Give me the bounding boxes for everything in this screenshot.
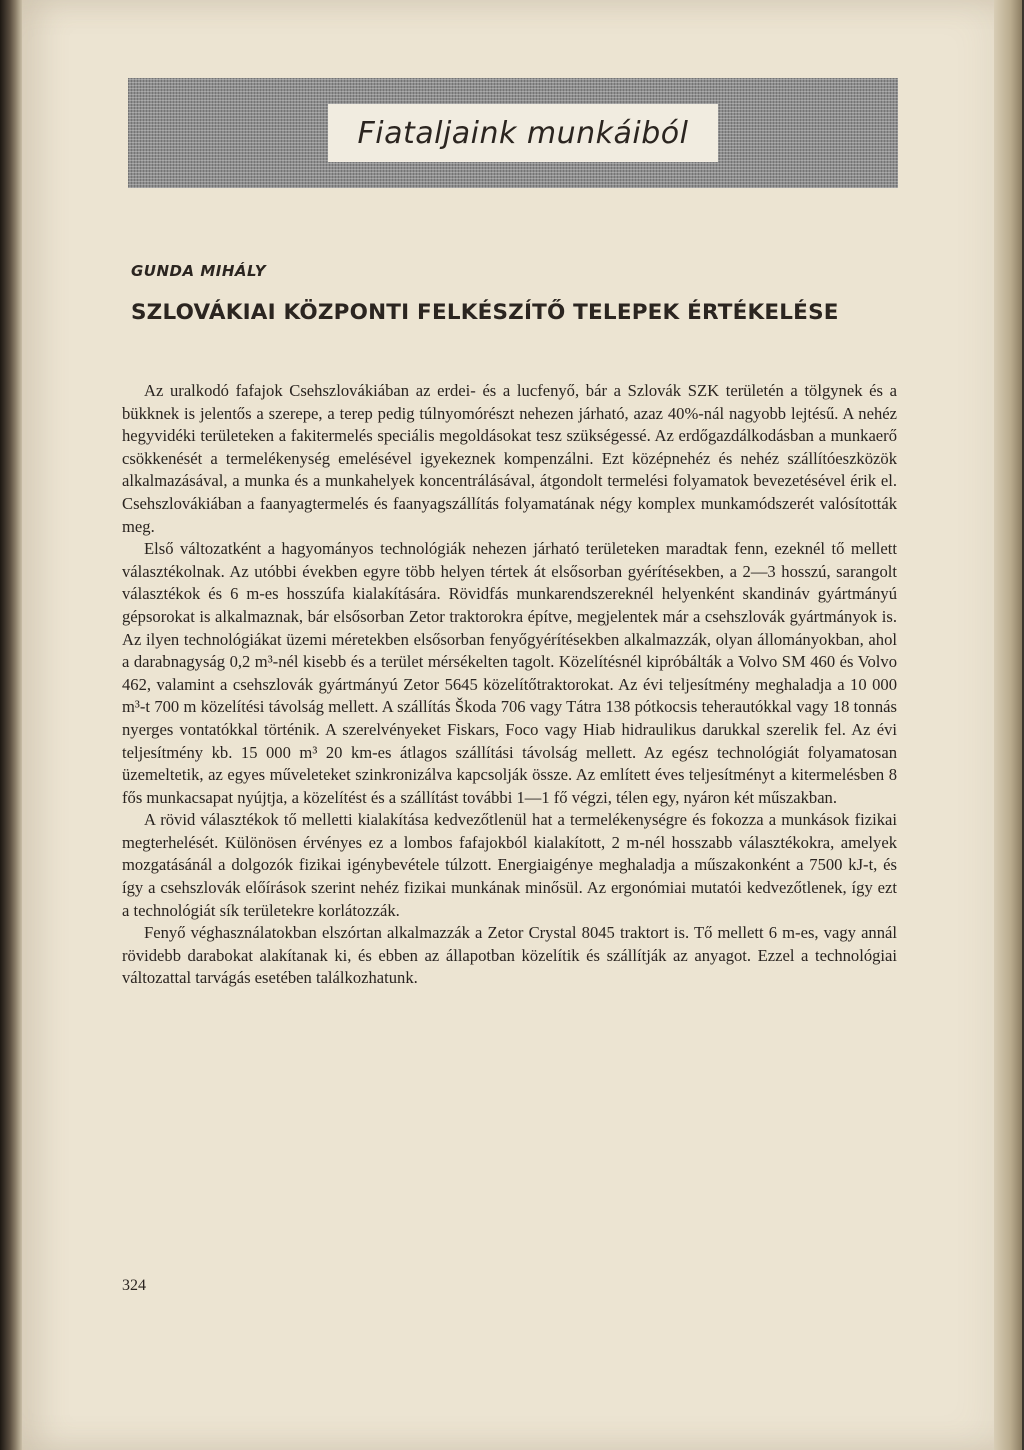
page-number: 324: [122, 1277, 146, 1294]
section-banner-box: [328, 104, 718, 162]
paragraph: Első változatként a hagyományos technológiák nehezen járható területeken maradtak fenn, ezeknél tő mellett választékolnak. Az utóbbi években egyre több helyen tértek át elsősorban gyérítésekben, a 2—3 hosszú, sarangolt választékok és 6 m-es hosszúfa kialakítására. Rövidfás munkarendszereknél helyenként skandináv gyártmányú gépsorokat is alkalmaznak, bár elsősorban Zetor traktorokra építve, megjelentek már a csehszlovák gyártmányok is. Az ilyen technológiákat üzemi méretekben elsősorban fenyőgyérítésekben alkalmazzák, olyan állományokban, ahol a darabnagyság 0,2 m³-nél kisebb és a terület mérsékelten tagolt. Közelítésnél kipróbálták a Volvo SM 460 és Volvo 462, valamint a csehszlovák gyártmányú Zetor 5645 közelítőtraktorokat. Az évi teljesítmény meghaladja a 10 000 m³-t 700 m közelítési távolság mellett. A szállítás Škoda 706 vagy Tátra 138 pótkocsis teherautókkal vagy 18 tonnás nyerges vontatókkal történik. A szerelvényeket Fiskars, Foco vagy Hiab hidraulikus darukkal szerelik fel. Az évi teljesítmény kb. 15 000 m³ 20 km-es átlagos szállítási távolság mellett. Az egész technológiát folyamatosan üzemeltetik, az egyes műveleteket szinkronizálva kapcsolják össze. Az említett éves teljesítményt a kitermelésben 8 fős munkacsapat nyújtja, a közelítést és a szállítást további 1—1 fő végzi, télen egy, nyáron két műszakban.: [122, 539, 897, 807]
article-title: SZLOVÁKIAI KÖZPONTI FELKÉSZÍTŐ TELEPEK ÉRTÉKELÉSE: [131, 300, 839, 325]
book-spine-shadow: [0, 0, 22, 1450]
section-banner: [128, 78, 898, 188]
paragraph: Az uralkodó fafajok Csehszlovákiában az erdei- és a lucfenyő, bár a Szlovák SZK területén a tölgynek és a bükknek is jelentős a szerepe, a terep pedig túlnyomórészt nehezen járható, azaz 40%-nál nagyobb lejtésű. A nehéz hegyvidéki területeken a fakitermelés speciális megoldásokat tesz szükségessé. Az erdőgazdálkodásban a munkaerő csökkenését a termelékenység emelésével igyekeznek kompenzálni. Ezt középnehéz és nehéz szállítóeszközök alkalmazásával, a munka és a munkahelyek koncentrálásával, átgondolt termelési folyamatok bevezetésével érik el. Csehszlovákiában a faanyagtermelés és faanyagszállítás folyamatának négy komplex munkamódszerét valósították meg.: [122, 381, 897, 536]
page-edge: [994, 0, 1022, 1450]
paragraph: A rövid választékok tő melletti kialakítása kedvezőtlenül hat a termelékenységre és fokozza a munkások fizikai megterhelését. Különösen érvényes ez a lombos fafajokból kialakított, 2 m-nél hosszabb választékokra, amelyek mozgatásánál a dolgozók fizikai igénybevétele túlzott. Energiaigénye meghaladja a műszakonként a 7500 kJ-t, és így a csehszlovák előírások szerint nehéz fizikai munkának minősül. Az ergonómiai mutatói kedvezőtlenek, így ezt a technológiát sík területekre korlátozzák.: [122, 810, 897, 920]
section-title: Fiataljaink munkáiból: [357, 115, 689, 151]
author-name: GUNDA MIHÁLY: [131, 262, 267, 280]
paragraph: Fenyő véghasználatokban elszórtan alkalmazzák a Zetor Crystal 8045 traktort is. Tő mellett 6 m-es, vagy annál rövidebb darabokat alakítanak ki, és ebben az állapotban közelítik és szállítják az anyagot. Ezzel a technológiai változattal tarvágás esetében találkozhatunk.: [122, 923, 897, 988]
article-body: [122, 380, 897, 990]
